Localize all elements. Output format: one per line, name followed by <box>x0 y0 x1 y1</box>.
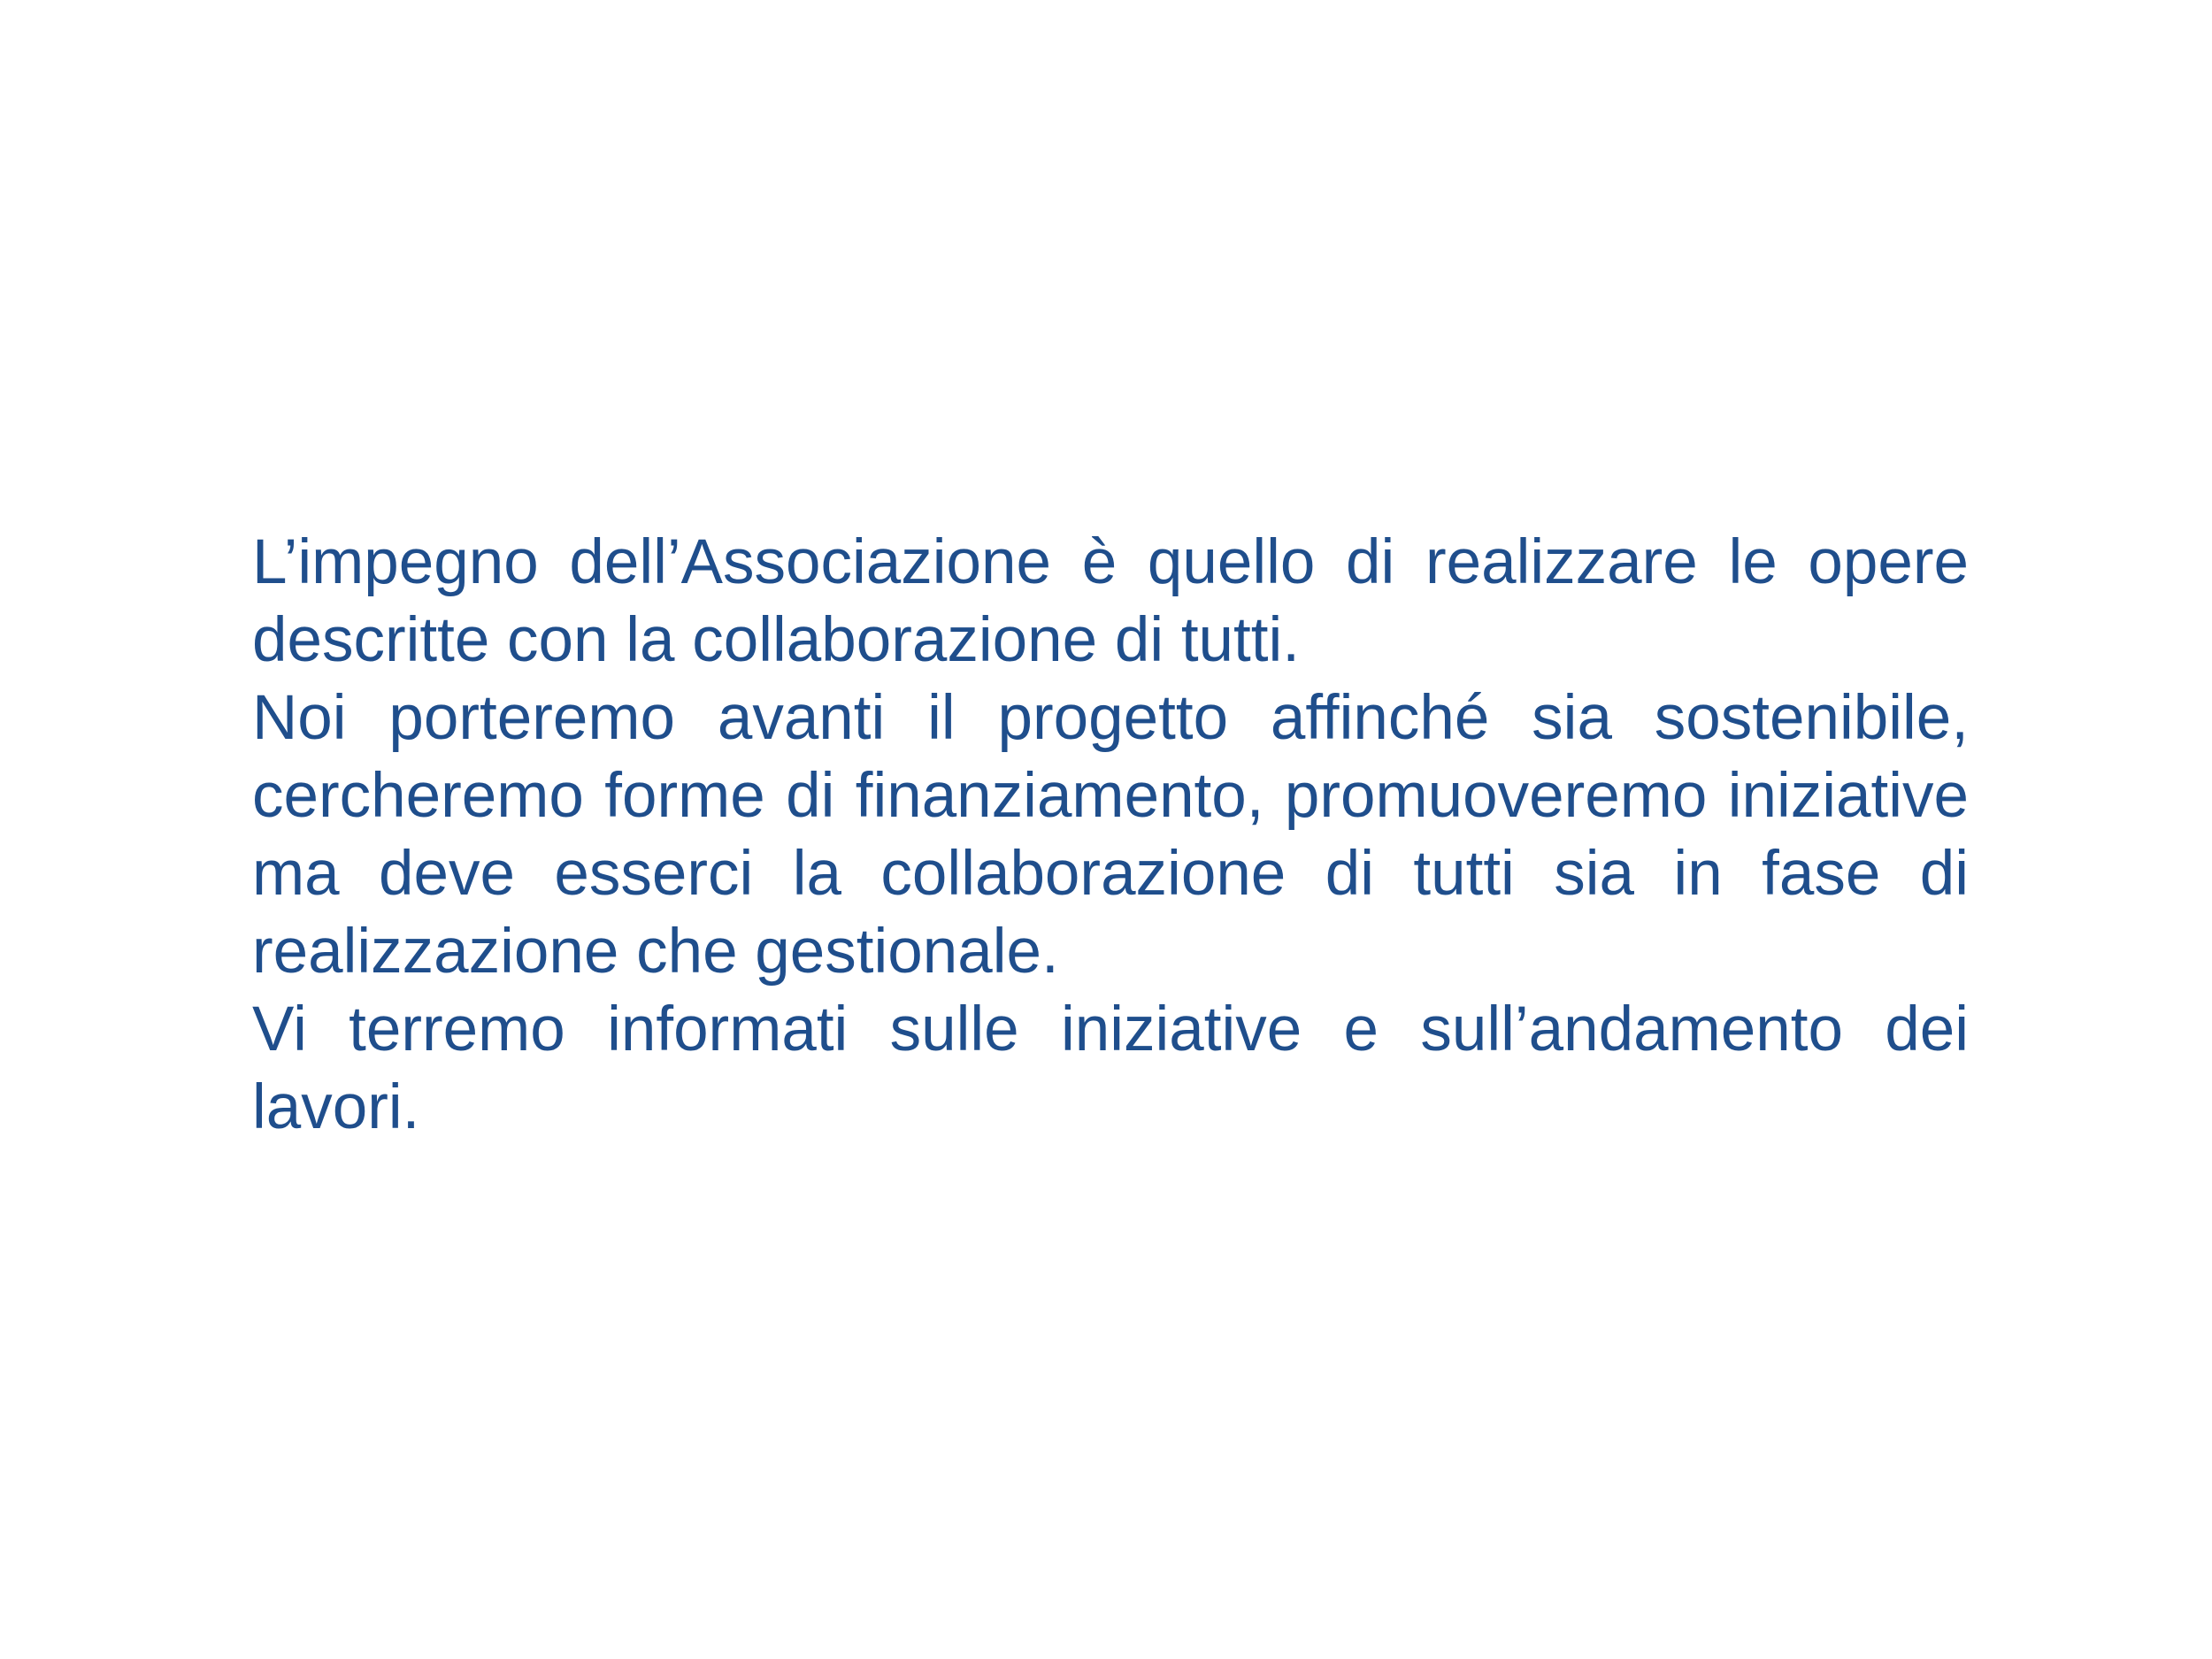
body-text <box>252 524 1969 1147</box>
paragraph-commitment: L’impegno dell’Associazione è quello di realizzare le opere descritte con la collaborazione di tutti. <box>252 527 1969 675</box>
paragraph-project: Noi porteremo avanti il progetto affinché sia sostenibile, cercheremo forme di finanziamento, promuoveremo iniziative ma deve esserci la collaborazione di tutti sia in fase di realizzazione che gestionale. <box>252 683 1969 987</box>
paragraph-updates: Vi terremo informati sulle iniziative e sull’andamento dei lavori. <box>252 995 1969 1142</box>
